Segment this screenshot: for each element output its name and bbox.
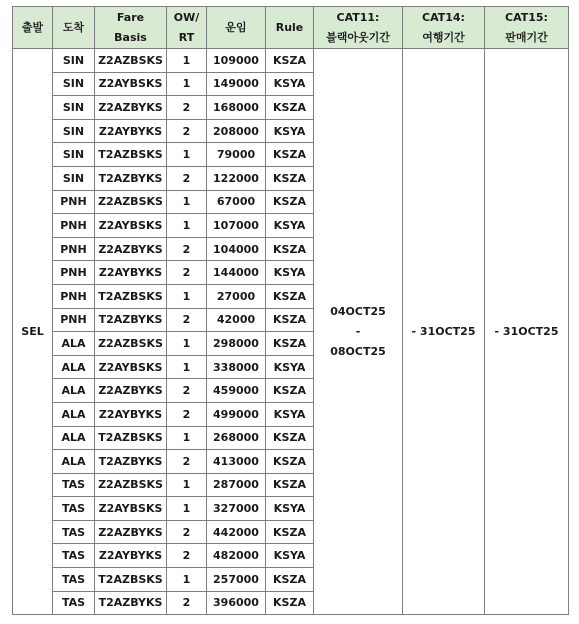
- ow-rt-cell: 1: [167, 284, 207, 308]
- header-cat15-line1: CAT15:: [505, 10, 548, 24]
- header-fare-basis-line2: Basis: [114, 30, 147, 44]
- fare-cell: 208000: [207, 119, 266, 143]
- fare-basis-cell: Z2AYBSKS: [95, 355, 167, 379]
- ow-rt-cell: 2: [167, 119, 207, 143]
- fare-cell: 257000: [207, 568, 266, 592]
- header-fare-basis-line1: Fare: [116, 10, 145, 24]
- ow-rt-cell: 2: [167, 237, 207, 261]
- rule-cell: KSYA: [266, 497, 314, 521]
- rule-cell: KSZA: [266, 166, 314, 190]
- fare-cell: 327000: [207, 497, 266, 521]
- ow-rt-cell: 1: [167, 143, 207, 167]
- destination-cell: PNH: [53, 261, 95, 285]
- header-row: [13, 7, 569, 49]
- ow-rt-cell: 2: [167, 96, 207, 120]
- fare-basis-cell: T2AZBYKS: [95, 591, 167, 615]
- cat11-line1: 04OCT25: [330, 304, 386, 318]
- ow-rt-cell: 1: [167, 332, 207, 356]
- fare-basis-cell: Z2AYBYKS: [95, 261, 167, 285]
- fare-basis-cell: Z2AZBSKS: [95, 190, 167, 214]
- header-ow-rt-line2: RT: [178, 30, 195, 44]
- destination-cell: TAS: [53, 591, 95, 615]
- ow-rt-cell: 2: [167, 591, 207, 615]
- rule-cell: KSZA: [266, 96, 314, 120]
- fare-basis-cell: Z2AZBYKS: [95, 520, 167, 544]
- fare-basis-cell: Z2AYBYKS: [95, 544, 167, 568]
- header-cat11: [314, 7, 403, 49]
- fare-cell: 79000: [207, 143, 266, 167]
- destination-cell: ALA: [53, 402, 95, 426]
- fare-basis-cell: Z2AYBSKS: [95, 72, 167, 96]
- fare-basis-cell: Z2AYBYKS: [95, 402, 167, 426]
- rule-cell: KSZA: [266, 450, 314, 474]
- rule-cell: KSZA: [266, 49, 314, 73]
- cat11-line3: 08OCT25: [330, 344, 386, 358]
- rule-cell: KSZA: [266, 308, 314, 332]
- fare-basis-cell: T2AZBYKS: [95, 450, 167, 474]
- fare-cell: 168000: [207, 96, 266, 120]
- rule-cell: KSZA: [266, 190, 314, 214]
- fare-cell: 107000: [207, 214, 266, 238]
- fare-basis-cell: T2AZBYKS: [95, 166, 167, 190]
- fare-cell: 149000: [207, 72, 266, 96]
- rule-cell: KSYA: [266, 214, 314, 238]
- fare-basis-cell: T2AZBSKS: [95, 568, 167, 592]
- cat11-line2: -: [355, 324, 361, 338]
- destination-cell: ALA: [53, 450, 95, 474]
- destination-cell: SIN: [53, 96, 95, 120]
- destination-cell: TAS: [53, 544, 95, 568]
- ow-rt-cell: 2: [167, 379, 207, 403]
- destination-cell: PNH: [53, 190, 95, 214]
- fare-cell: 338000: [207, 355, 266, 379]
- header-rule: Rule: [266, 7, 314, 49]
- rule-cell: KSYA: [266, 72, 314, 96]
- ow-rt-cell: 1: [167, 72, 207, 96]
- fare-basis-cell: Z2AZBYKS: [95, 379, 167, 403]
- destination-cell: SIN: [53, 166, 95, 190]
- ow-rt-cell: 2: [167, 520, 207, 544]
- ow-rt-cell: 1: [167, 49, 207, 73]
- header-cat11-line2: 블랙아웃기간: [326, 30, 390, 44]
- destination-cell: TAS: [53, 520, 95, 544]
- ow-rt-cell: 2: [167, 308, 207, 332]
- fare-cell: 122000: [207, 166, 266, 190]
- fare-cell: 459000: [207, 379, 266, 403]
- destination-cell: PNH: [53, 237, 95, 261]
- fare-table-body: [13, 49, 569, 615]
- ow-rt-cell: 2: [167, 402, 207, 426]
- cat14-cell: - 31OCT25: [403, 49, 485, 615]
- fare-basis-cell: Z2AZBSKS: [95, 473, 167, 497]
- rule-cell: KSYA: [266, 402, 314, 426]
- ow-rt-cell: 2: [167, 166, 207, 190]
- fare-cell: 396000: [207, 591, 266, 615]
- ow-rt-cell: 1: [167, 355, 207, 379]
- destination-cell: PNH: [53, 214, 95, 238]
- rule-cell: KSZA: [266, 284, 314, 308]
- destination-cell: ALA: [53, 426, 95, 450]
- fare-table: [12, 6, 569, 615]
- origin-cell: SEL: [13, 49, 53, 615]
- fare-cell: 104000: [207, 237, 266, 261]
- header-ow-rt: [167, 7, 207, 49]
- fare-basis-cell: Z2AZBYKS: [95, 96, 167, 120]
- rule-cell: KSYA: [266, 544, 314, 568]
- header-fare-basis: [95, 7, 167, 49]
- rule-cell: KSZA: [266, 237, 314, 261]
- destination-cell: TAS: [53, 473, 95, 497]
- ow-rt-cell: 1: [167, 568, 207, 592]
- header-cat11-line1: CAT11:: [336, 10, 380, 24]
- fare-basis-cell: T2AZBYKS: [95, 308, 167, 332]
- fare-cell: 298000: [207, 332, 266, 356]
- fare-basis-cell: Z2AZBSKS: [95, 332, 167, 356]
- rule-cell: KSYA: [266, 261, 314, 285]
- header-ow-rt-line1: OW/: [173, 10, 200, 24]
- fare-cell: 109000: [207, 49, 266, 73]
- fare-cell: 144000: [207, 261, 266, 285]
- cat11-cell: [314, 49, 403, 615]
- cat15-cell: - 31OCT25: [485, 49, 569, 615]
- fare-cell: 287000: [207, 473, 266, 497]
- fare-cell: 482000: [207, 544, 266, 568]
- fare-cell: 413000: [207, 450, 266, 474]
- destination-cell: SIN: [53, 49, 95, 73]
- rule-cell: KSZA: [266, 568, 314, 592]
- rule-cell: KSZA: [266, 143, 314, 167]
- fare-basis-cell: T2AZBSKS: [95, 143, 167, 167]
- fare-cell: 27000: [207, 284, 266, 308]
- fare-basis-cell: Z2AYBYKS: [95, 119, 167, 143]
- destination-cell: ALA: [53, 379, 95, 403]
- destination-cell: PNH: [53, 308, 95, 332]
- header-cat14-line2: 여행기간: [422, 30, 465, 44]
- rule-cell: KSZA: [266, 379, 314, 403]
- ow-rt-cell: 1: [167, 473, 207, 497]
- header-cat14-line1: CAT14:: [422, 10, 465, 24]
- ow-rt-cell: 2: [167, 544, 207, 568]
- rule-cell: KSZA: [266, 426, 314, 450]
- rule-cell: KSZA: [266, 332, 314, 356]
- fare-basis-cell: T2AZBSKS: [95, 426, 167, 450]
- ow-rt-cell: 2: [167, 261, 207, 285]
- rule-cell: KSZA: [266, 473, 314, 497]
- header-fare: 운임: [207, 7, 266, 49]
- fare-cell: 42000: [207, 308, 266, 332]
- rule-cell: KSYA: [266, 119, 314, 143]
- destination-cell: SIN: [53, 119, 95, 143]
- rule-cell: KSZA: [266, 591, 314, 615]
- fare-basis-cell: Z2AZBYKS: [95, 237, 167, 261]
- fare-cell: 499000: [207, 402, 266, 426]
- header-origin: 출발: [13, 7, 53, 49]
- fare-basis-cell: Z2AYBSKS: [95, 497, 167, 521]
- destination-cell: PNH: [53, 284, 95, 308]
- destination-cell: ALA: [53, 332, 95, 356]
- fare-table-container: [12, 6, 568, 615]
- rule-cell: KSYA: [266, 355, 314, 379]
- ow-rt-cell: 1: [167, 497, 207, 521]
- fare-cell: 442000: [207, 520, 266, 544]
- header-cat15-line2: 판매기간: [505, 30, 548, 44]
- destination-cell: TAS: [53, 497, 95, 521]
- destination-cell: ALA: [53, 355, 95, 379]
- destination-cell: SIN: [53, 72, 95, 96]
- header-destination: 도착: [53, 7, 95, 49]
- rule-cell: KSZA: [266, 520, 314, 544]
- ow-rt-cell: 2: [167, 450, 207, 474]
- ow-rt-cell: 1: [167, 214, 207, 238]
- destination-cell: SIN: [53, 143, 95, 167]
- fare-cell: 67000: [207, 190, 266, 214]
- header-cat14: [403, 7, 485, 49]
- ow-rt-cell: 1: [167, 426, 207, 450]
- fare-basis-cell: Z2AZBSKS: [95, 49, 167, 73]
- ow-rt-cell: 1: [167, 190, 207, 214]
- fare-cell: 268000: [207, 426, 266, 450]
- header-cat15: [485, 7, 569, 49]
- destination-cell: TAS: [53, 568, 95, 592]
- fare-basis-cell: Z2AYBSKS: [95, 214, 167, 238]
- fare-basis-cell: T2AZBSKS: [95, 284, 167, 308]
- table-row: [13, 49, 569, 73]
